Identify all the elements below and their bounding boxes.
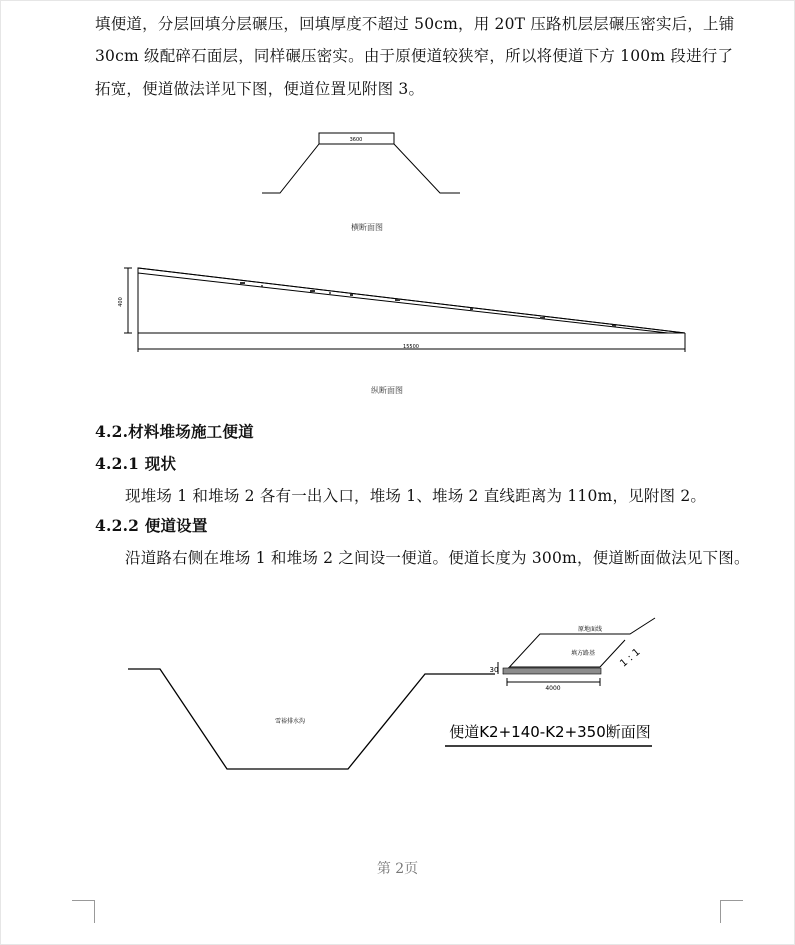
paragraph-line: 30cm 级配碎石面层，同样碾压密实。由于原便道较狭窄，所以将便道下方 100m 段进行了	[95, 47, 734, 65]
page-corner-mark	[720, 900, 743, 923]
page-number: 第 2页	[376, 861, 419, 877]
figure-caption: 纵断面图	[371, 386, 403, 395]
paragraph-line: 沿道路右侧在堆场 1 和堆场 2 之间设一便道。便道长度为 300m，便道断面做法见下图。	[125, 549, 750, 567]
paragraph-line: 现堆场 1 和堆场 2 各有一出入口，堆场 1、堆场 2 直线距离为 110m，见附图 2。	[125, 487, 707, 505]
height-label: 400	[118, 297, 124, 307]
width-label: 4000	[545, 685, 561, 692]
ground-line-label: 原地面线	[577, 626, 603, 633]
ditch-label: 雪裕排水沟	[274, 718, 306, 725]
slope-ratio-label: 1 : 1	[618, 646, 643, 670]
thickness-label: 30	[489, 666, 499, 674]
length-label: 15500	[403, 344, 419, 350]
ditch-profile	[128, 669, 495, 769]
section-heading: 4.2.材料堆场施工便道	[95, 422, 254, 441]
paragraph-line: 拓宽，便道做法详见下图，便道位置见附图 3。	[95, 80, 425, 98]
fill-label: 填方路基	[570, 650, 596, 657]
gravel-layer	[503, 668, 601, 674]
figure-caption: 便道K2+140-K2+350断面图	[449, 723, 651, 741]
figure-caption: 横断面图	[351, 223, 383, 232]
subsection-heading: 4.2.1 现状	[95, 454, 177, 473]
top-width-label: 3600	[349, 137, 363, 143]
subsection-heading: 4.2.2 便道设置	[95, 516, 208, 535]
page-corner-mark	[72, 900, 95, 923]
paragraph-line: 填便道，分层回填分层碾压，回填厚度不超过 50cm，用 20T 压路机层层碾压密实后，上铺	[95, 15, 735, 33]
